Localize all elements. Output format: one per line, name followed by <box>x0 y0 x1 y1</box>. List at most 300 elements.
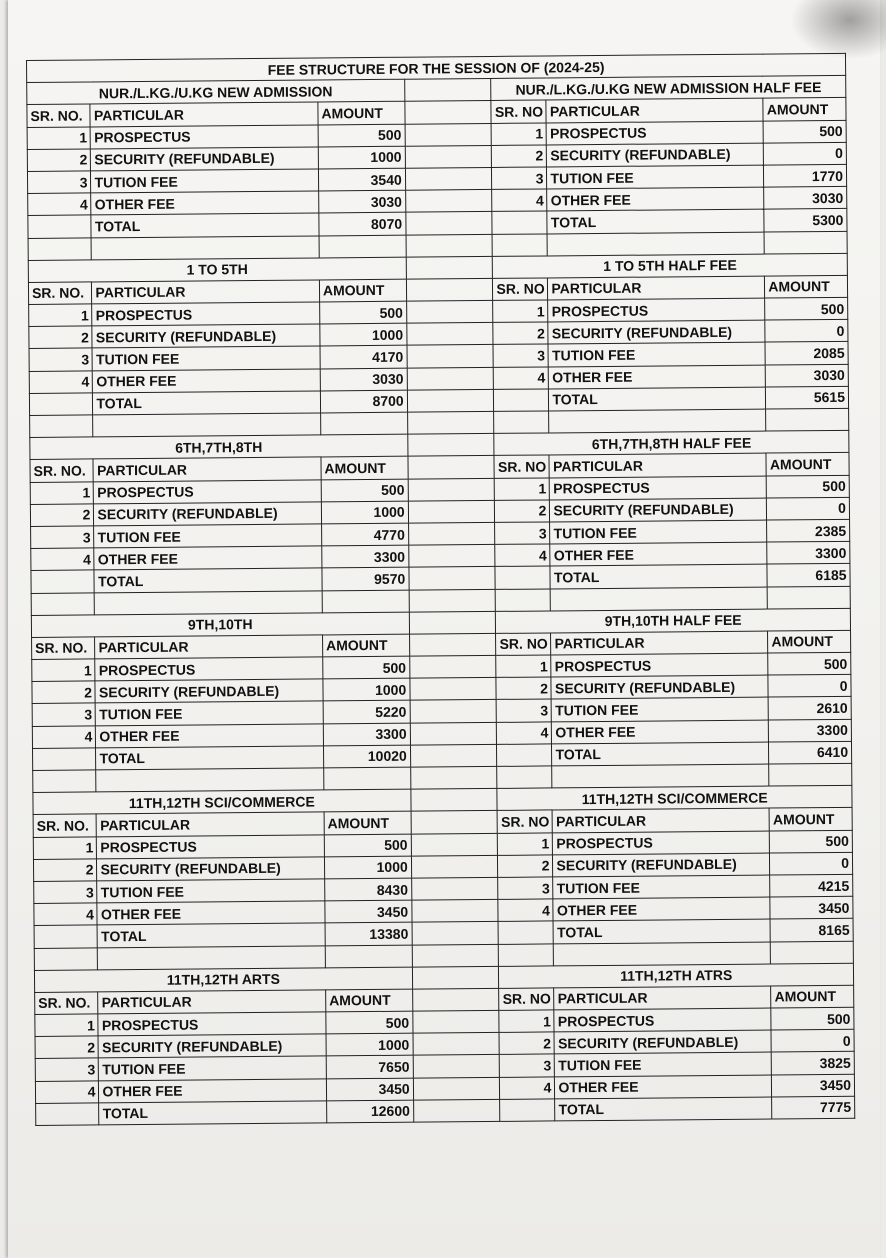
empty-cell <box>319 235 406 258</box>
empty-cell <box>405 145 492 168</box>
sr-no-header: SR. NO <box>491 100 546 123</box>
empty-cell <box>405 101 492 124</box>
particular-cell: PROSPECTUS <box>91 125 319 149</box>
particular-cell: PROSPECTUS <box>94 480 322 504</box>
total-amount: 6185 <box>767 564 850 587</box>
amount-cell: 1000 <box>326 1033 413 1056</box>
empty-cell <box>412 988 499 1011</box>
empty-cell <box>408 545 495 568</box>
empty-cell <box>498 921 553 944</box>
empty-cell <box>406 234 493 257</box>
particular-cell: OTHER FEE <box>547 187 764 211</box>
empty-cell <box>324 767 411 790</box>
sr-no-cell: 1 <box>499 1010 554 1033</box>
sr-no-cell: 1 <box>27 127 91 150</box>
empty-cell <box>405 190 492 213</box>
amount-cell: 7650 <box>326 1056 413 1079</box>
shadow <box>790 0 886 60</box>
empty-cell <box>771 941 854 964</box>
empty-cell <box>492 211 547 234</box>
empty-cell <box>29 393 93 416</box>
section-heading: 6TH,7TH,8TH HALF FEE <box>494 431 849 456</box>
sr-no-cell: 1 <box>495 478 550 501</box>
section-heading: 11TH,12TH SCI/COMMERCE <box>497 786 852 811</box>
particular-header: PARTICULAR <box>554 986 771 1010</box>
sr-no-cell: 1 <box>30 481 94 504</box>
amount-cell: 3030 <box>764 186 847 209</box>
sr-no-cell: 2 <box>493 322 548 345</box>
sr-no-cell: 1 <box>29 304 93 327</box>
section-heading: 9TH,10TH <box>31 612 409 637</box>
empty-cell <box>494 389 549 412</box>
empty-cell <box>322 590 409 613</box>
particular-cell: SECURITY (REFUNDABLE) <box>92 324 320 348</box>
total-label: TOTAL <box>549 387 766 411</box>
empty-cell <box>496 588 551 611</box>
sr-no-cell: 4 <box>35 1081 99 1104</box>
particular-cell: OTHER FEE <box>552 720 769 744</box>
empty-cell <box>31 570 95 593</box>
total-amount: 8165 <box>770 919 853 942</box>
sr-no-cell: 4 <box>497 722 552 745</box>
empty-cell <box>767 586 850 609</box>
particular-cell: PROSPECTUS <box>98 1012 326 1036</box>
amount-cell: 1000 <box>318 146 405 169</box>
amount-cell: 3450 <box>772 1074 855 1097</box>
amount-cell: 500 <box>766 475 849 498</box>
amount-cell: 2610 <box>768 697 851 720</box>
particular-header: PARTICULAR <box>549 453 766 477</box>
total-label: TOTAL <box>547 209 764 233</box>
total-label: TOTAL <box>99 1101 327 1125</box>
particular-cell: TUTION FEE <box>99 1056 327 1080</box>
amount-cell: 500 <box>326 1011 413 1034</box>
particular-cell: SECURITY (REFUNDABLE) <box>551 675 768 699</box>
empty-cell <box>412 944 499 967</box>
amount-cell: 1000 <box>320 323 407 346</box>
sr-no-cell: 4 <box>34 903 98 926</box>
sr-no-cell: 2 <box>492 145 547 168</box>
empty-cell <box>410 766 497 789</box>
sr-no-cell: 2 <box>498 855 553 878</box>
sr-no-cell: 4 <box>495 544 550 567</box>
empty-cell <box>407 345 494 368</box>
sr-no-header: SR. NO. <box>32 637 96 660</box>
sr-no-header: SR. NO. <box>33 814 97 837</box>
sr-no-cell: 3 <box>35 1058 99 1081</box>
sr-no-cell: 4 <box>500 1077 555 1100</box>
particular-header: PARTICULAR <box>546 98 763 122</box>
empty-cell <box>411 789 498 812</box>
empty-cell <box>413 1010 500 1033</box>
total-amount: 8700 <box>320 390 407 413</box>
particular-cell: OTHER FEE <box>94 546 322 570</box>
section-heading: 1 TO 5TH HALF FEE <box>493 253 848 278</box>
particular-cell: SECURITY (REFUNDABLE) <box>97 857 325 881</box>
amount-cell: 3030 <box>319 190 406 213</box>
particular-cell: TUTION FEE <box>91 169 319 193</box>
section-heading: 1 TO 5TH <box>28 257 406 282</box>
empty-cell <box>95 590 323 614</box>
sr-no-cell: 3 <box>497 699 552 722</box>
particular-cell: TUTION FEE <box>552 697 769 721</box>
empty-cell <box>406 256 493 279</box>
amount-header: AMOUNT <box>768 630 851 653</box>
empty-cell <box>92 235 320 259</box>
total-amount: 13380 <box>325 922 412 945</box>
empty-cell <box>408 478 495 501</box>
empty-cell <box>93 413 321 437</box>
particular-header: PARTICULAR <box>92 280 320 304</box>
particular-cell: SECURITY (REFUNDABLE) <box>547 143 764 167</box>
amount-cell: 3300 <box>769 719 852 742</box>
amount-cell: 3825 <box>772 1052 855 1075</box>
particular-cell: SECURITY (REFUNDABLE) <box>91 147 319 171</box>
amount-cell: 0 <box>764 142 847 165</box>
total-label: TOTAL <box>98 923 326 947</box>
sr-no-cell: 2 <box>35 1036 99 1059</box>
amount-cell: 3450 <box>770 896 853 919</box>
empty-cell <box>409 589 496 612</box>
paper-sheet <box>8 0 880 1258</box>
sr-no-cell: 4 <box>498 899 553 922</box>
particular-header: PARTICULAR <box>551 631 768 655</box>
sr-no-cell: 2 <box>32 681 96 704</box>
amount-cell: 4770 <box>321 523 408 546</box>
empty-cell <box>554 942 771 966</box>
amount-cell: 500 <box>763 120 846 143</box>
particular-cell: SECURITY (REFUNDABLE) <box>554 1030 771 1054</box>
particular-cell: PROSPECTUS <box>554 1008 771 1032</box>
particular-header: PARTICULAR <box>97 812 325 836</box>
section-heading: 11TH,12TH ARTS <box>34 967 412 992</box>
empty-cell <box>30 415 94 438</box>
sr-no-cell: 3 <box>495 522 550 545</box>
particular-header: PARTICULAR <box>93 457 321 481</box>
sr-no-header: SR. NO. <box>35 992 99 1015</box>
sr-no-cell: 4 <box>494 367 549 390</box>
total-label: TOTAL <box>553 919 770 943</box>
empty-cell <box>33 748 97 771</box>
total-amount: 6410 <box>769 741 852 764</box>
empty-cell <box>407 389 494 412</box>
sr-no-header: SR. NO. <box>30 459 94 482</box>
section-heading: 11TH,12TH SCI/COMMERCE <box>33 789 411 814</box>
amount-cell: 3300 <box>323 723 410 746</box>
sr-no-header: SR. NO <box>493 278 548 301</box>
particular-header: PARTICULAR <box>553 808 770 832</box>
amount-header: AMOUNT <box>319 279 406 302</box>
total-label: TOTAL <box>94 568 322 592</box>
particular-cell: TUTION FEE <box>553 875 770 899</box>
particular-cell: TUTION FEE <box>547 165 764 189</box>
section-heading: NUR./L.KG./U.KG NEW ADMISSION <box>27 79 405 104</box>
amount-cell: 0 <box>765 320 848 343</box>
empty-cell <box>413 1099 500 1122</box>
amount-cell: 500 <box>770 830 853 853</box>
amount-cell: 1000 <box>321 501 408 524</box>
particular-cell: TUTION FEE <box>550 520 767 544</box>
particular-cell: TUTION FEE <box>97 879 325 903</box>
sr-no-header: SR. NO <box>496 633 551 656</box>
empty-cell <box>406 278 493 301</box>
sr-no-cell: 4 <box>32 726 96 749</box>
total-label: TOTAL <box>550 564 767 588</box>
sr-no-cell: 3 <box>493 344 548 367</box>
total-label: TOTAL <box>91 213 319 237</box>
empty-cell <box>406 300 493 323</box>
sr-no-header: SR. NO. <box>28 282 92 305</box>
empty-cell <box>499 943 554 966</box>
empty-cell <box>409 611 496 634</box>
amount-cell: 3540 <box>318 168 405 191</box>
amount-header: AMOUNT <box>771 985 854 1008</box>
particular-cell: PROSPECTUS <box>92 302 320 326</box>
empty-cell <box>36 1103 100 1126</box>
empty-cell <box>409 655 496 678</box>
sr-no-cell: 4 <box>29 371 93 394</box>
sr-no-header: SR. NO <box>499 988 554 1011</box>
particular-cell: OTHER FEE <box>549 365 766 389</box>
particular-cell: OTHER FEE <box>550 542 767 566</box>
empty-cell <box>408 522 495 545</box>
empty-cell <box>407 434 494 457</box>
empty-cell <box>98 945 326 969</box>
total-amount: 9570 <box>322 567 409 590</box>
empty-cell <box>410 744 497 767</box>
total-amount: 12600 <box>327 1100 414 1123</box>
empty-cell <box>409 567 496 590</box>
amount-cell: 500 <box>321 479 408 502</box>
particular-cell: PROSPECTUS <box>550 476 767 500</box>
particular-cell: SECURITY (REFUNDABLE) <box>548 320 765 344</box>
empty-cell <box>551 587 768 611</box>
sr-no-cell: 2 <box>496 677 551 700</box>
sr-no-cell: 1 <box>492 123 547 146</box>
amount-cell: 3300 <box>322 545 409 568</box>
amount-cell: 3450 <box>326 1078 413 1101</box>
empty-cell <box>407 411 494 434</box>
empty-cell <box>766 408 849 431</box>
fee-structure-document <box>26 53 855 1126</box>
particular-cell: TUTION FEE <box>555 1052 772 1076</box>
sr-no-cell: 3 <box>29 348 93 371</box>
empty-cell <box>413 1055 500 1078</box>
section-heading: 11TH,12TH ATRS <box>499 963 854 988</box>
empty-cell <box>407 323 494 346</box>
amount-header: AMOUNT <box>769 808 852 831</box>
empty-cell <box>31 592 95 615</box>
particular-cell: OTHER FEE <box>553 897 770 921</box>
amount-cell: 2085 <box>765 342 848 365</box>
empty-cell <box>404 79 491 102</box>
amount-cell: 2385 <box>767 519 850 542</box>
sr-no-cell: 3 <box>492 167 547 190</box>
sr-no-cell: 2 <box>29 326 93 349</box>
amount-cell: 1770 <box>764 164 847 187</box>
particular-cell: SECURITY (REFUNDABLE) <box>98 1034 326 1058</box>
particular-cell: OTHER FEE <box>91 191 319 215</box>
particular-header: PARTICULAR <box>548 276 765 300</box>
empty-cell <box>410 722 497 745</box>
amount-cell: 500 <box>771 1007 854 1030</box>
amount-cell: 3450 <box>325 900 412 923</box>
particular-header: PARTICULAR <box>98 990 326 1014</box>
empty-cell <box>769 763 852 786</box>
empty-cell <box>411 877 498 900</box>
amount-cell: 500 <box>320 301 407 324</box>
empty-cell <box>497 766 552 789</box>
empty-cell <box>552 764 769 788</box>
amount-cell: 0 <box>770 852 853 875</box>
particular-cell: PROSPECTUS <box>553 831 770 855</box>
sr-no-cell: 3 <box>500 1054 555 1077</box>
empty-cell <box>408 500 495 523</box>
sr-no-cell: 4 <box>492 189 547 212</box>
empty-cell <box>410 700 497 723</box>
sr-no-cell: 1 <box>493 300 548 323</box>
total-amount: 5615 <box>766 386 849 409</box>
empty-cell <box>411 833 498 856</box>
sr-no-cell: 2 <box>499 1032 554 1055</box>
empty-cell <box>28 237 92 260</box>
empty-cell <box>500 1099 555 1122</box>
sr-no-cell: 1 <box>496 655 551 678</box>
particular-cell: TUTION FEE <box>96 701 324 725</box>
total-label: TOTAL <box>555 1097 772 1121</box>
amount-cell: 8430 <box>325 878 412 901</box>
sr-no-cell: 4 <box>31 548 95 571</box>
total-amount: 7775 <box>772 1096 855 1119</box>
empty-cell <box>549 409 766 433</box>
section-heading: NUR./L.KG./U.KG NEW ADMISSION HALF FEE <box>491 76 846 101</box>
empty-cell <box>495 566 550 589</box>
particular-cell: PROSPECTUS <box>551 653 768 677</box>
particular-cell: OTHER FEE <box>97 901 325 925</box>
sr-no-cell: 1 <box>32 659 96 682</box>
particular-cell: TUTION FEE <box>94 524 322 548</box>
total-amount: 10020 <box>323 745 410 768</box>
particular-cell: TUTION FEE <box>92 346 320 370</box>
sr-no-header: SR. NO <box>498 810 553 833</box>
amount-cell: 5220 <box>323 701 410 724</box>
particular-header: PARTICULAR <box>95 635 323 659</box>
amount-cell: 500 <box>318 124 405 147</box>
document-title: FEE STRUCTURE FOR THE SESSION OF (2024-25) <box>27 53 846 82</box>
sr-no-cell: 3 <box>34 881 98 904</box>
empty-cell <box>413 1033 500 1056</box>
sr-no-header: SR. NO. <box>27 104 91 127</box>
empty-cell <box>409 633 496 656</box>
empty-cell <box>411 811 498 834</box>
amount-cell: 500 <box>765 297 848 320</box>
amount-header: AMOUNT <box>765 275 848 298</box>
empty-cell <box>494 411 549 434</box>
empty-cell <box>413 1077 500 1100</box>
particular-cell: TUTION FEE <box>548 342 765 366</box>
empty-cell <box>547 232 764 256</box>
particular-cell: PROSPECTUS <box>97 834 325 858</box>
amount-cell: 500 <box>768 652 851 675</box>
amount-header: AMOUNT <box>321 457 408 480</box>
sr-no-cell: 1 <box>35 1014 99 1037</box>
empty-cell <box>412 966 499 989</box>
empty-cell <box>321 412 408 435</box>
amount-cell: 0 <box>767 497 850 520</box>
total-label: TOTAL <box>93 391 321 415</box>
total-amount: 5300 <box>764 209 847 232</box>
amount-cell: 1000 <box>323 678 410 701</box>
amount-header: AMOUNT <box>326 989 413 1012</box>
sr-no-cell: 3 <box>32 703 96 726</box>
amount-cell: 500 <box>324 834 411 857</box>
sr-no-cell: 4 <box>28 193 92 216</box>
empty-cell <box>34 925 98 948</box>
particular-cell: OTHER FEE <box>99 1079 327 1103</box>
amount-header: AMOUNT <box>324 812 411 835</box>
empty-cell <box>96 768 324 792</box>
empty-cell <box>405 167 492 190</box>
amount-cell: 0 <box>768 675 851 698</box>
particular-cell: SECURITY (REFUNDABLE) <box>94 502 322 526</box>
amount-header: AMOUNT <box>322 634 409 657</box>
empty-cell <box>764 231 847 254</box>
sr-no-cell: 2 <box>33 859 97 882</box>
amount-cell: 3030 <box>766 364 849 387</box>
total-amount: 8070 <box>319 213 406 236</box>
empty-cell <box>408 456 495 479</box>
amount-cell: 4215 <box>770 874 853 897</box>
particular-cell: PROSPECTUS <box>548 298 765 322</box>
empty-cell <box>492 233 547 256</box>
empty-cell <box>497 744 552 767</box>
sr-no-header: SR. NO <box>494 455 549 478</box>
particular-cell: PROSPECTUS <box>547 121 764 145</box>
empty-cell <box>410 678 497 701</box>
particular-cell: OTHER FEE <box>93 369 321 393</box>
total-label: TOTAL <box>552 742 769 766</box>
sr-no-cell: 2 <box>495 500 550 523</box>
particular-header: PARTICULAR <box>90 102 318 126</box>
amount-header: AMOUNT <box>766 453 849 476</box>
amount-cell: 500 <box>323 656 410 679</box>
sr-no-cell: 2 <box>30 504 94 527</box>
section-heading: 9TH,10TH HALF FEE <box>496 608 851 633</box>
amount-cell: 4170 <box>320 346 407 369</box>
sr-no-cell: 1 <box>33 836 97 859</box>
particular-cell: OTHER FEE <box>96 724 324 748</box>
sr-no-cell: 2 <box>27 149 91 172</box>
empty-cell <box>406 212 493 235</box>
particular-cell: SECURITY (REFUNDABLE) <box>550 498 767 522</box>
sr-no-cell: 3 <box>31 526 95 549</box>
empty-cell <box>33 770 97 793</box>
section-heading: 6TH,7TH,8TH <box>30 434 408 459</box>
fee-table <box>26 53 855 1126</box>
empty-cell <box>325 945 412 968</box>
amount-cell: 0 <box>771 1030 854 1053</box>
empty-cell <box>405 123 492 146</box>
total-label: TOTAL <box>96 746 324 770</box>
particular-cell: PROSPECTUS <box>95 657 323 681</box>
sr-no-cell: 3 <box>498 877 553 900</box>
empty-cell <box>411 855 498 878</box>
empty-cell <box>412 922 499 945</box>
amount-cell: 3030 <box>320 368 407 391</box>
empty-cell <box>407 367 494 390</box>
empty-cell <box>412 900 499 923</box>
empty-cell <box>34 947 98 970</box>
